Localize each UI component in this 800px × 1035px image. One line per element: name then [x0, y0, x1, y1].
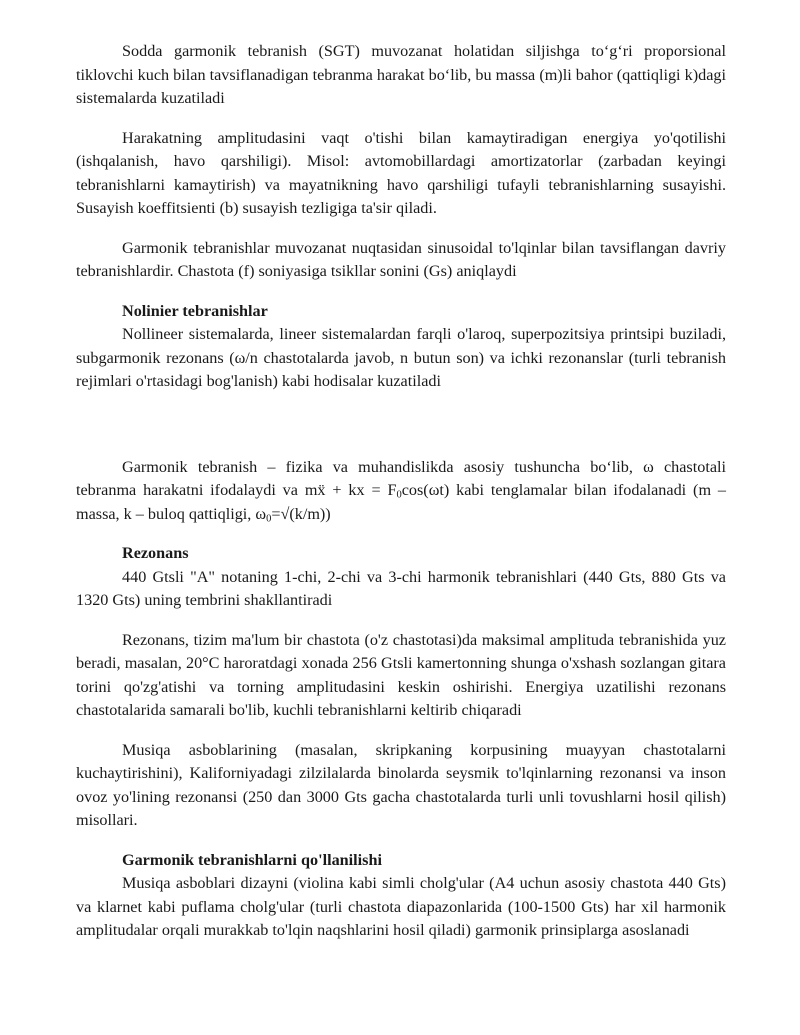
- document-page: [76, 40, 726, 943]
- paragraph-sgt-definition: Sodda garmonik tebranish (SGT) muvozanat holatidan siljishga to‘g‘ri proporsional tiklovchi kuch bilan tavsiflanadigan tebranma harakat bo‘lib, bu massa (m)li bahor (qattiqligi k)dagi sistemalarda kuzatiladi: [76, 42, 726, 107]
- heading-applications: Garmonik tebranishlarni qo'llanilishi: [122, 850, 382, 869]
- paragraph-resonance-examples: Musiqa asboblarining (masalan, skripkaning korpusining muayyan chastotalarni kuchaytirishini), Kaliforniyadagi zilzilalarda binolarda seysmik to'lqinlarning rezonansi va inson ovoz yo'lining rezonansi (250 dan 3000 Gts gacha chastotalarda turli unli tovushlarni hosil qilish) misollari.: [76, 740, 726, 829]
- paragraph-nonlinear-systems: Nollineer sistemalarda, lineer sistemalardan farqli o'laroq, superpozitsiya printsipi buziladi, subgarmonik rezonans (ω/n chastotalarda javob, n butun son) va ichki rezonanslar (turli tebranish rejimlari o'rtasidagi bog'lanish) kabi hodisalar kuzatiladi: [76, 325, 726, 390]
- heading-resonance: Rezonans: [122, 544, 189, 562]
- equation-subscript-omega0: 0: [266, 513, 272, 525]
- paragraph-note-a-harmonics: 440 Gtsli "A" notaning 1-chi, 2-chi va 3-chi harmonik tebranishlari (440 Gts, 880 Gts va 1320 Gts) uning tembrini shakllantiradi: [76, 567, 726, 609]
- equation-text-part-3: =√(k/m)): [271, 504, 331, 523]
- equation-text-part-2: cos(ωt) kabi tenglamalar bilan ifodalanadi (m – massa, k – buloq qattiqligi, ω: [76, 481, 727, 523]
- paragraph-harmonic-equation: [76, 456, 726, 527]
- equation-subscript-f0: 0: [396, 489, 402, 501]
- paragraph-instrument-design: Musiqa asboblari dizayni (violina kabi simli cholg'ular (A4 uchun asosiy chastota 440 Gts) va klarnet kabi puflama cholg'ular (turli chastota diapazonlarida (100-1500 Gts) har xil harmonik amplitudalar orqali murakkab to'lqin naqshlarini hosil qiladi) garmonik prinsiplarga asoslanadi: [76, 874, 726, 939]
- paragraph-harmonic-oscillations: Garmonik tebranishlar muvozanat nuqtasidan sinusoidal to'lqinlar bilan tavsiflangan davriy tebranishlardir. Chastota (f) soniyasiga tsikllar sonini (Gs) aniqlaydi: [76, 238, 726, 280]
- equation-text-part-1: Garmonik tebranish – fizika va muhandislikda asosiy tushuncha bo‘lib, ω chastotali tebranma harakatni ifodalaydi va mẍ + kx = F: [76, 457, 726, 499]
- heading-nonlinear-oscillations: Nolinier tebranishlar: [122, 301, 268, 320]
- paragraph-damping: Harakatning amplitudasini vaqt o'tishi bilan kamaytiradigan energiya yo'qotilishi (ishqalanish, havo qarshiligi). Misol: avtomobillardagi amortizatorlar (zarbadan keyingi tebranishlarni kamaytirish) va mayatnikning havo qarshiligi tufayli tebranishlarning susayishi. Susayish koeffitsienti (b) susayish tezligiga ta'sir qiladi.: [76, 128, 726, 217]
- paragraph-resonance-definition: Rezonans, tizim ma'lum bir chastota (o'z chastotasi)da maksimal amplituda tebranishida yuz beradi, masalan, 20°C haroratdagi xonada 256 Gtsli kamertonning shunga o'xshash sozlangan gitara torini qo'zg'atishi va torning amplitudasini keskin oshirishi. Energiya uzatilishi rezonans chastotalarida samarali bo'lib, kuchli tebranishlarni keltirib chiqaradi: [76, 630, 726, 719]
